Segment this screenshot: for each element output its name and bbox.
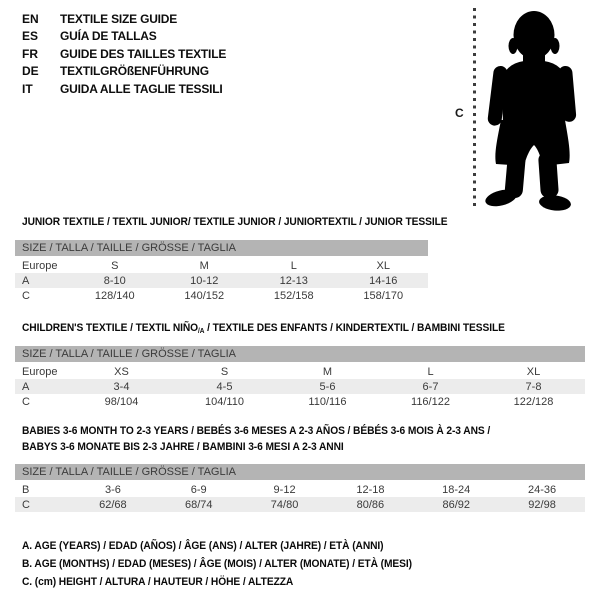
height-measure-label: C <box>455 106 464 120</box>
table-cell: 152/158 <box>273 289 314 302</box>
language-title: TEXTILGRÖßENFÜHRUNG <box>60 64 209 79</box>
size-header-label: SIZE / TALLA / TAILLE / GRÖSSE / TAGLIA <box>22 242 236 254</box>
table-cell: 104/110 <box>205 395 244 408</box>
table-cell: 122/128 <box>513 395 554 408</box>
table-cell: 5-6 <box>319 380 336 393</box>
table-cell: 110/116 <box>308 395 347 408</box>
junior-section-title: JUNIOR TEXTILE / TEXTIL JUNIOR/ TEXTILE JUNIOR / JUNIORTEXTIL / JUNIOR TESSILE <box>22 216 448 228</box>
table-cell: S <box>220 365 229 378</box>
table-cell: 116/122 <box>411 395 450 408</box>
table-cell: 8-10 <box>103 274 126 287</box>
legend-line-a: A. AGE (YEARS) / EDAD (AÑOS) / ÂGE (ANS) / ALTER (JAHRE) / ETÀ (ANNI) <box>22 540 384 552</box>
row-label: Europe <box>22 259 58 272</box>
language-code: IT <box>22 81 33 96</box>
table-cell: 24-36 <box>527 483 557 496</box>
babies-size-table <box>15 464 585 512</box>
table-cell: XL <box>526 365 541 378</box>
table-cell: 86/92 <box>442 498 470 511</box>
table-cell: 18-24 <box>442 483 471 496</box>
table-cell: 12-18 <box>356 483 385 496</box>
language-title: GUÍA DE TALLAS <box>60 29 157 44</box>
row-label: C <box>22 289 30 302</box>
language-code: DE <box>22 64 39 79</box>
table-cell: 6-7 <box>422 380 439 393</box>
language-title: GUIDA ALLE TAGLIE TESSILI <box>60 81 223 96</box>
table-cell: 92/98 <box>528 498 556 511</box>
row-label: C <box>22 395 30 408</box>
language-code: EN <box>22 11 39 26</box>
table-cell: 10-12 <box>190 274 219 287</box>
language-code: ES <box>22 29 39 44</box>
children-title-sub: /A <box>198 328 205 335</box>
language-title: TEXTILE SIZE GUIDE <box>60 11 178 26</box>
table-row-height <box>15 394 585 409</box>
table-cell: 80/86 <box>356 498 385 511</box>
children-size-table <box>15 346 585 409</box>
children-title-pre: CHILDREN'S TEXTILE / TEXTIL NIÑO <box>22 322 199 334</box>
table-cell: M <box>199 259 209 272</box>
language-row-es <box>22 28 226 46</box>
table-row-age <box>15 273 428 288</box>
legend-line-c: C. (cm) HEIGHT / ALTURA / HAUTEUR / HÖHE / ALTEZZA <box>22 576 294 588</box>
size-header-label: SIZE / TALLA / TAILLE / GRÖSSE / TAGLIA <box>22 348 236 360</box>
babies-title-line2: BABYS 3-6 MONATE BIS 2-3 JAHRE / BAMBINI 3-6 MESI A 2-3 ANNI <box>22 441 344 453</box>
size-header-label: SIZE / TALLA / TAILLE / GRÖSSE / TAGLIA <box>22 466 236 478</box>
table-cell: 74/80 <box>270 498 299 511</box>
babies-title-line1: BABIES 3-6 MONTH TO 2-3 YEARS / BEBÉS 3-6 MESES A 2-3 AÑOS / BÉBÉS 3-6 MOIS À 2-3 ANS / <box>22 425 491 437</box>
row-label: C <box>22 498 30 511</box>
table-cell: 62/68 <box>99 498 127 511</box>
table-cell: 68/74 <box>184 498 213 511</box>
table-cell: 7-8 <box>525 380 542 393</box>
table-cell: 98/104 <box>104 395 139 408</box>
children-title-post: / TEXTILE DES ENFANTS / KINDERTEXTIL / BAMBINI TESSILE <box>204 322 505 334</box>
table-cell: 12-13 <box>279 274 308 287</box>
table-row-europe <box>15 258 428 273</box>
language-code: FR <box>22 46 38 61</box>
table-row-months <box>15 482 585 497</box>
table-cell: 128/140 <box>94 289 135 302</box>
table-cell: XL <box>376 259 390 272</box>
row-label: B <box>22 483 30 496</box>
language-row-it <box>22 80 226 98</box>
language-row-en <box>22 10 226 28</box>
table-cell: 158/170 <box>363 289 404 302</box>
table-cell: XS <box>114 365 129 378</box>
table-cell: L <box>290 259 297 272</box>
table-cell: L <box>427 365 434 378</box>
table-cell: 6-9 <box>190 483 207 496</box>
table-row-age <box>15 379 585 394</box>
junior-size-table <box>15 240 428 303</box>
size-header-row <box>15 346 585 362</box>
language-title: GUIDE DES TAILLES TEXTILE <box>60 46 227 61</box>
size-header-row <box>15 464 585 480</box>
legend-line-b: B. AGE (MONTHS) / EDAD (MESES) / ÂGE (MOIS) / ALTER (MONATE) / ETÀ (MESI) <box>22 558 412 570</box>
table-cell: 9-12 <box>273 483 296 496</box>
children-section-title <box>22 320 505 340</box>
table-cell: 3-4 <box>113 380 130 393</box>
row-label: A <box>22 380 30 393</box>
babies-section-title <box>22 423 490 455</box>
row-label: A <box>22 274 30 287</box>
table-cell: 14-16 <box>369 274 398 287</box>
language-row-de <box>22 63 226 81</box>
legend <box>22 537 441 591</box>
language-row-fr <box>22 45 226 63</box>
table-cell: 140/152 <box>184 289 225 302</box>
table-row-height <box>15 497 585 512</box>
table-row-height <box>15 288 428 303</box>
size-header-row <box>15 240 428 256</box>
baby-silhouette <box>468 2 593 224</box>
row-label: Europe <box>22 365 58 378</box>
table-cell: S <box>111 259 119 272</box>
table-cell: M <box>322 365 333 378</box>
language-list <box>22 10 226 98</box>
table-cell: 4-5 <box>216 380 233 393</box>
table-row-europe <box>15 364 585 379</box>
table-cell: 3-6 <box>104 483 121 496</box>
